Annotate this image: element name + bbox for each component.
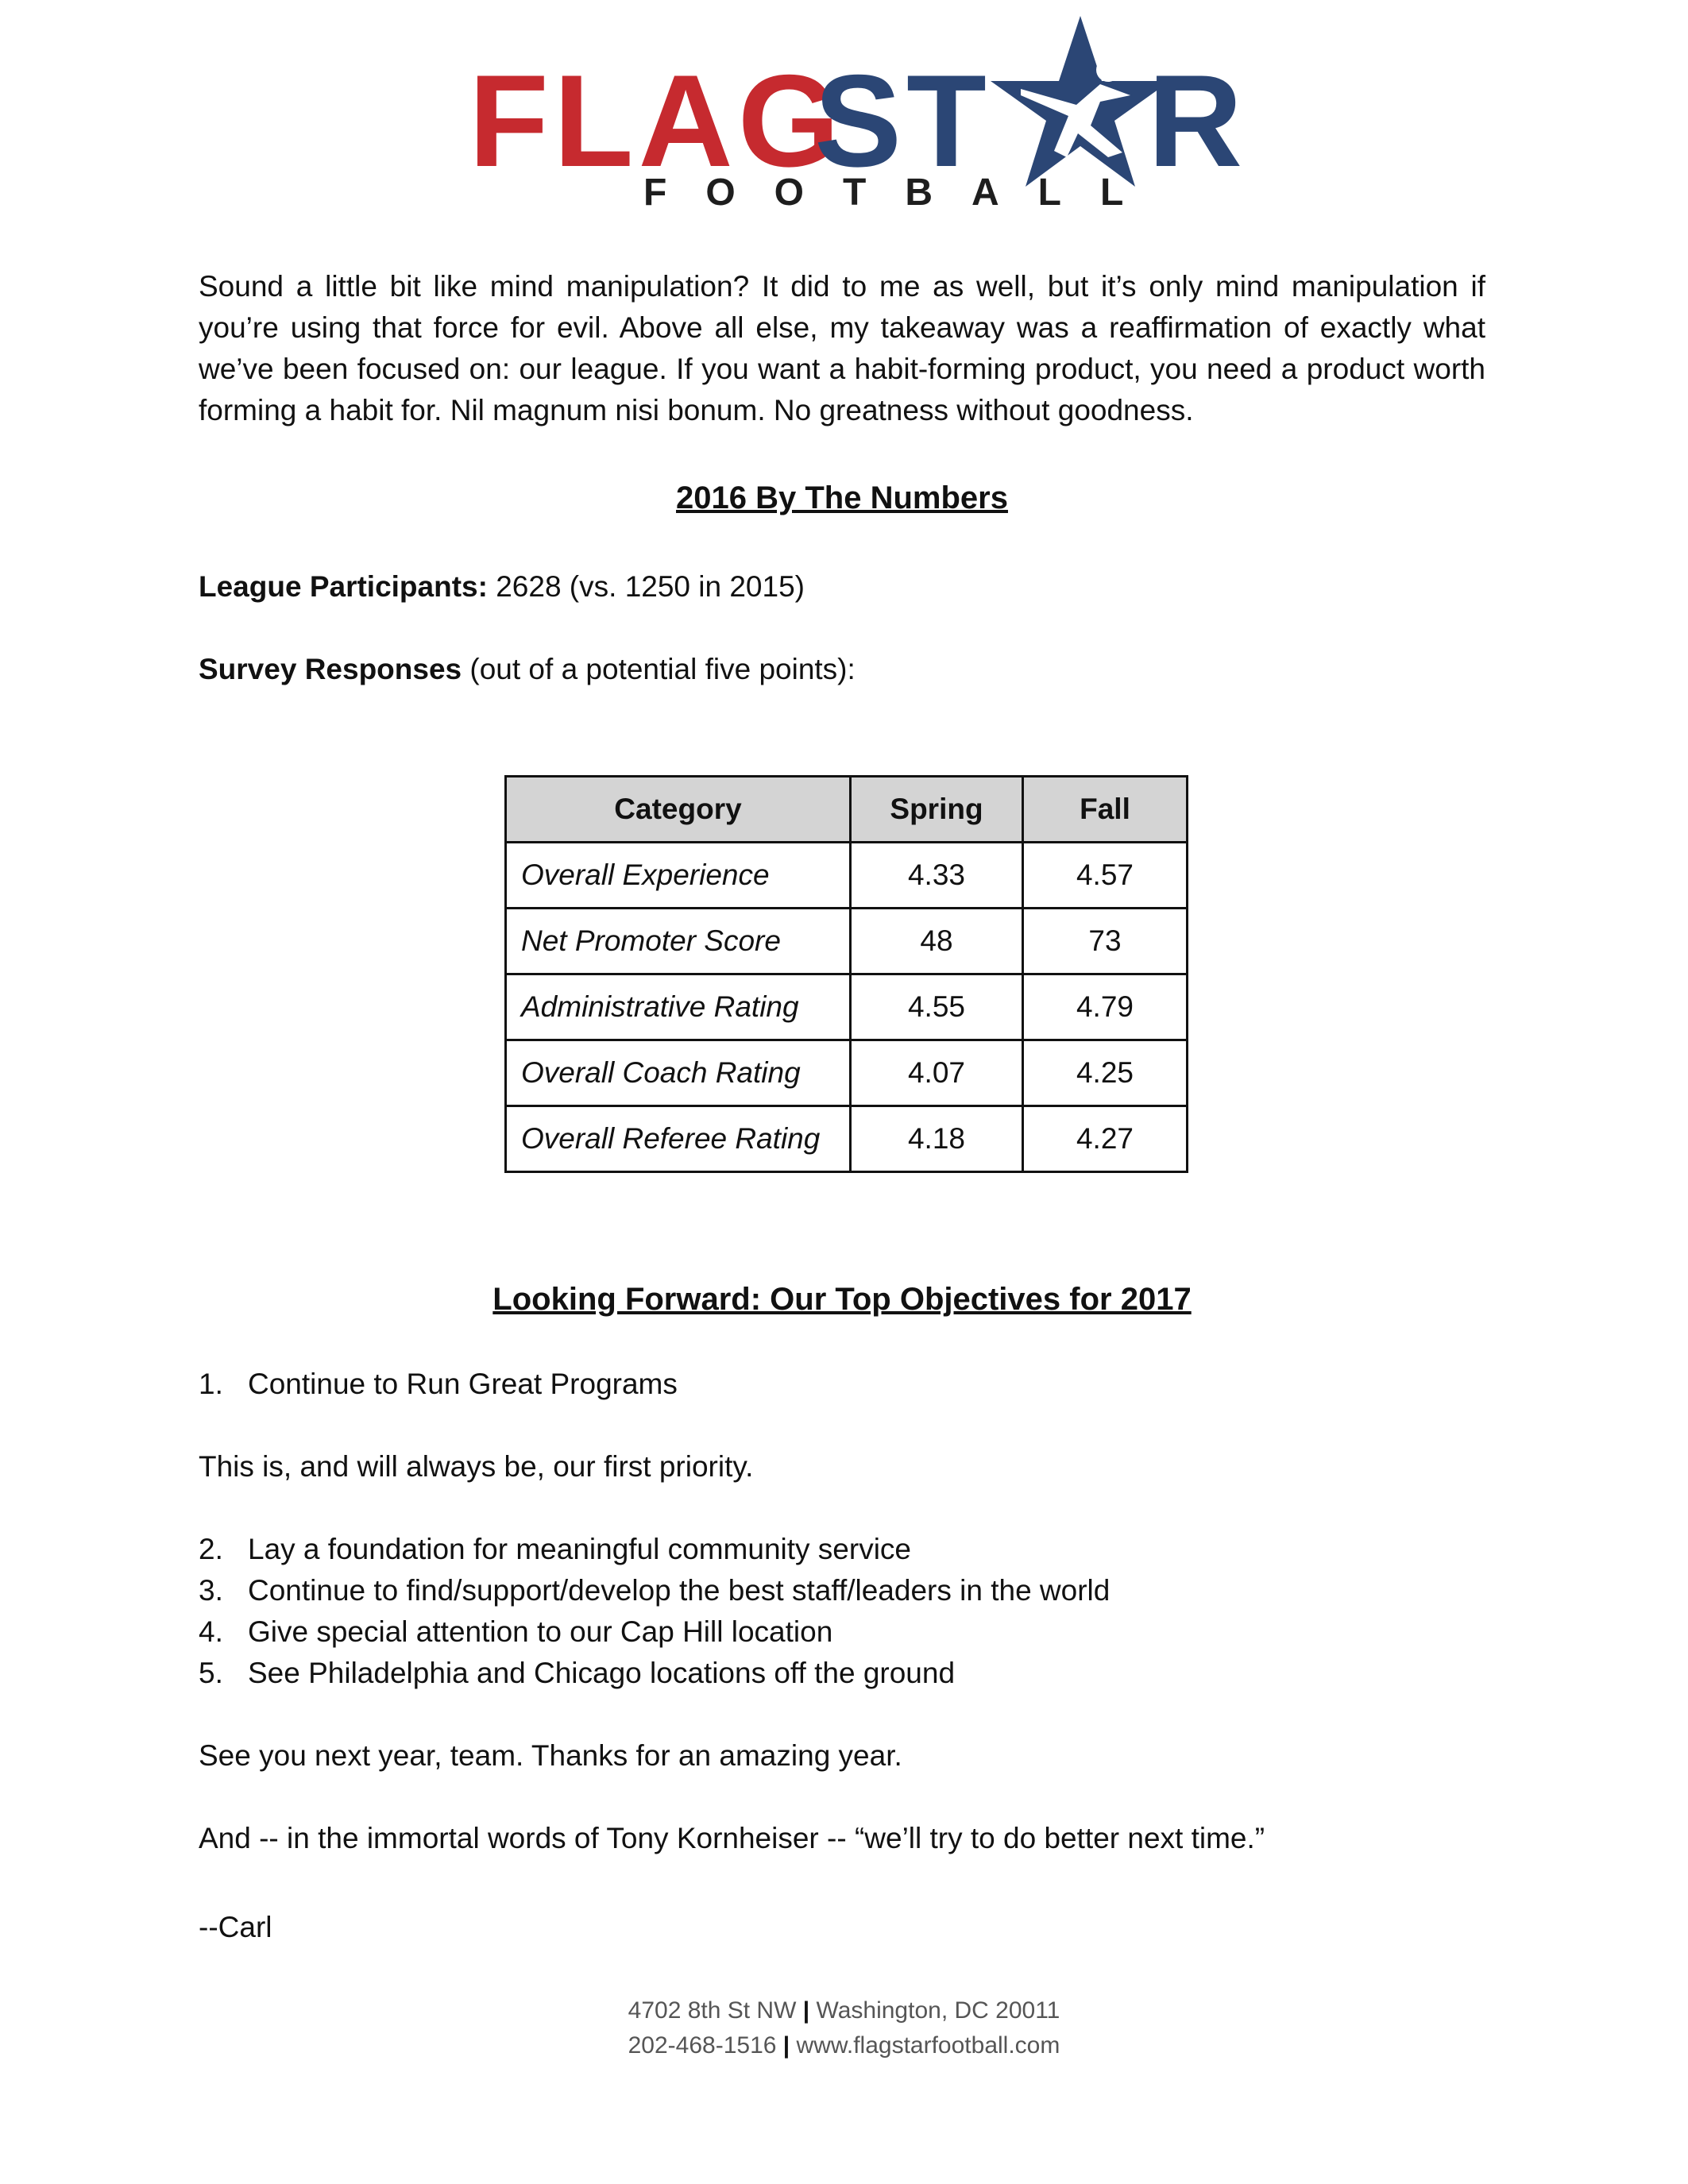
row-category: Overall Coach Rating bbox=[506, 1040, 851, 1106]
forward-heading: Looking Forward: Our Top Objectives for 2017 bbox=[492, 1282, 1192, 1317]
list-item bbox=[199, 1653, 1485, 1694]
list-item-number: 1. bbox=[199, 1368, 223, 1400]
logo-tagline: FOOTBALL bbox=[643, 172, 1163, 214]
list-item bbox=[199, 1611, 1485, 1653]
row-fall: 4.25 bbox=[1023, 1040, 1188, 1106]
row-category: Overall Referee Rating bbox=[506, 1106, 851, 1172]
footer-address: 4702 8th St NW bbox=[628, 1997, 797, 2024]
list-item-number: 4. bbox=[199, 1615, 223, 1648]
letter-body bbox=[199, 266, 1485, 690]
logo-word-st: ST bbox=[814, 48, 991, 194]
row-fall: 4.27 bbox=[1023, 1106, 1188, 1172]
participants-label: League Participants: bbox=[199, 570, 488, 603]
row-spring: 4.55 bbox=[851, 974, 1023, 1040]
row-spring: 48 bbox=[851, 909, 1023, 974]
list-item-number: 3. bbox=[199, 1574, 223, 1607]
list-item-number: 2. bbox=[199, 1533, 223, 1565]
survey-table bbox=[504, 775, 1188, 1173]
footer-contact-line bbox=[0, 2028, 1688, 2063]
list-item bbox=[199, 1364, 1485, 1405]
list-item bbox=[199, 1529, 1485, 1570]
list-item-text: Continue to Run Great Programs bbox=[248, 1368, 678, 1400]
objective-list-first bbox=[199, 1364, 1485, 1405]
table-row bbox=[506, 843, 1188, 909]
list-item-text: See Philadelphia and Chicago locations off the ground bbox=[248, 1657, 956, 1689]
table-header-row bbox=[506, 777, 1188, 843]
table-row bbox=[506, 909, 1188, 974]
list-item-text: Continue to find/support/develop the best staff/leaders in the world bbox=[248, 1574, 1111, 1607]
header-fall: Fall bbox=[1023, 777, 1188, 843]
header-spring: Spring bbox=[851, 777, 1023, 843]
numbers-heading: 2016 By The Numbers bbox=[676, 480, 1008, 515]
footer-phone: 202-468-1516 bbox=[628, 2032, 777, 2059]
priority-text: This is, and will always be, our first priority. bbox=[199, 1450, 754, 1483]
participants-value: 2628 (vs. 1250 in 2015) bbox=[496, 570, 805, 603]
participants-line bbox=[199, 566, 1485, 608]
row-category: Overall Experience bbox=[506, 843, 851, 909]
objective-list bbox=[199, 1529, 1485, 1694]
row-spring: 4.07 bbox=[851, 1040, 1023, 1106]
table-row bbox=[506, 974, 1188, 1040]
logo-word-flag: FLAG bbox=[469, 48, 845, 194]
row-spring: 4.33 bbox=[851, 843, 1023, 909]
star-player-icon bbox=[989, 16, 1172, 195]
signoff: --Carl bbox=[199, 1911, 272, 1943]
objectives-section bbox=[199, 1279, 1485, 1948]
footer-city: Washington, DC 20011 bbox=[816, 1997, 1060, 2024]
row-spring: 4.18 bbox=[851, 1106, 1023, 1172]
survey-line bbox=[199, 649, 1485, 690]
footer-address-line bbox=[0, 1993, 1688, 2028]
row-fall: 4.79 bbox=[1023, 974, 1188, 1040]
survey-note: (out of a potential five points): bbox=[469, 653, 856, 685]
logo-word-r: R bbox=[1148, 48, 1243, 194]
closing-line-2: And -- in the immortal words of Tony Kornheiser -- “we’ll try to do better next time.” bbox=[199, 1822, 1265, 1854]
closing-line-1: See you next year, team. Thanks for an amazing year. bbox=[199, 1739, 902, 1772]
header-category: Category bbox=[506, 777, 851, 843]
footer-separator: | bbox=[782, 2032, 790, 2059]
list-item-number: 5. bbox=[199, 1657, 223, 1689]
footer bbox=[0, 1993, 1688, 2063]
table-row bbox=[506, 1106, 1188, 1172]
row-category: Administrative Rating bbox=[506, 974, 851, 1040]
list-item-text: Lay a foundation for meaningful community service bbox=[248, 1533, 911, 1565]
list-item-text: Give special attention to our Cap Hill location bbox=[248, 1615, 833, 1648]
row-fall: 4.57 bbox=[1023, 843, 1188, 909]
list-item bbox=[199, 1570, 1485, 1611]
footer-separator: | bbox=[802, 1997, 810, 2024]
row-fall: 73 bbox=[1023, 909, 1188, 974]
table-row bbox=[506, 1040, 1188, 1106]
survey-label: Survey Responses bbox=[199, 653, 462, 685]
footer-website-link[interactable]: www.flagstarfootball.com bbox=[796, 2032, 1060, 2059]
flagstar-logo bbox=[469, 16, 1243, 214]
intro-paragraph: Sound a little bit like mind manipulation? It did to me as well, but it’s only mind manipulation if you’re using that force for evil. Above all else, my takeaway was a reaffirmation of exactly what we’ve been focused on: our league. If you want a habit-forming product, you need a product worth forming a habit for. Nil magnum nisi bonum. No greatness without goodness. bbox=[199, 270, 1485, 426]
row-category: Net Promoter Score bbox=[506, 909, 851, 974]
